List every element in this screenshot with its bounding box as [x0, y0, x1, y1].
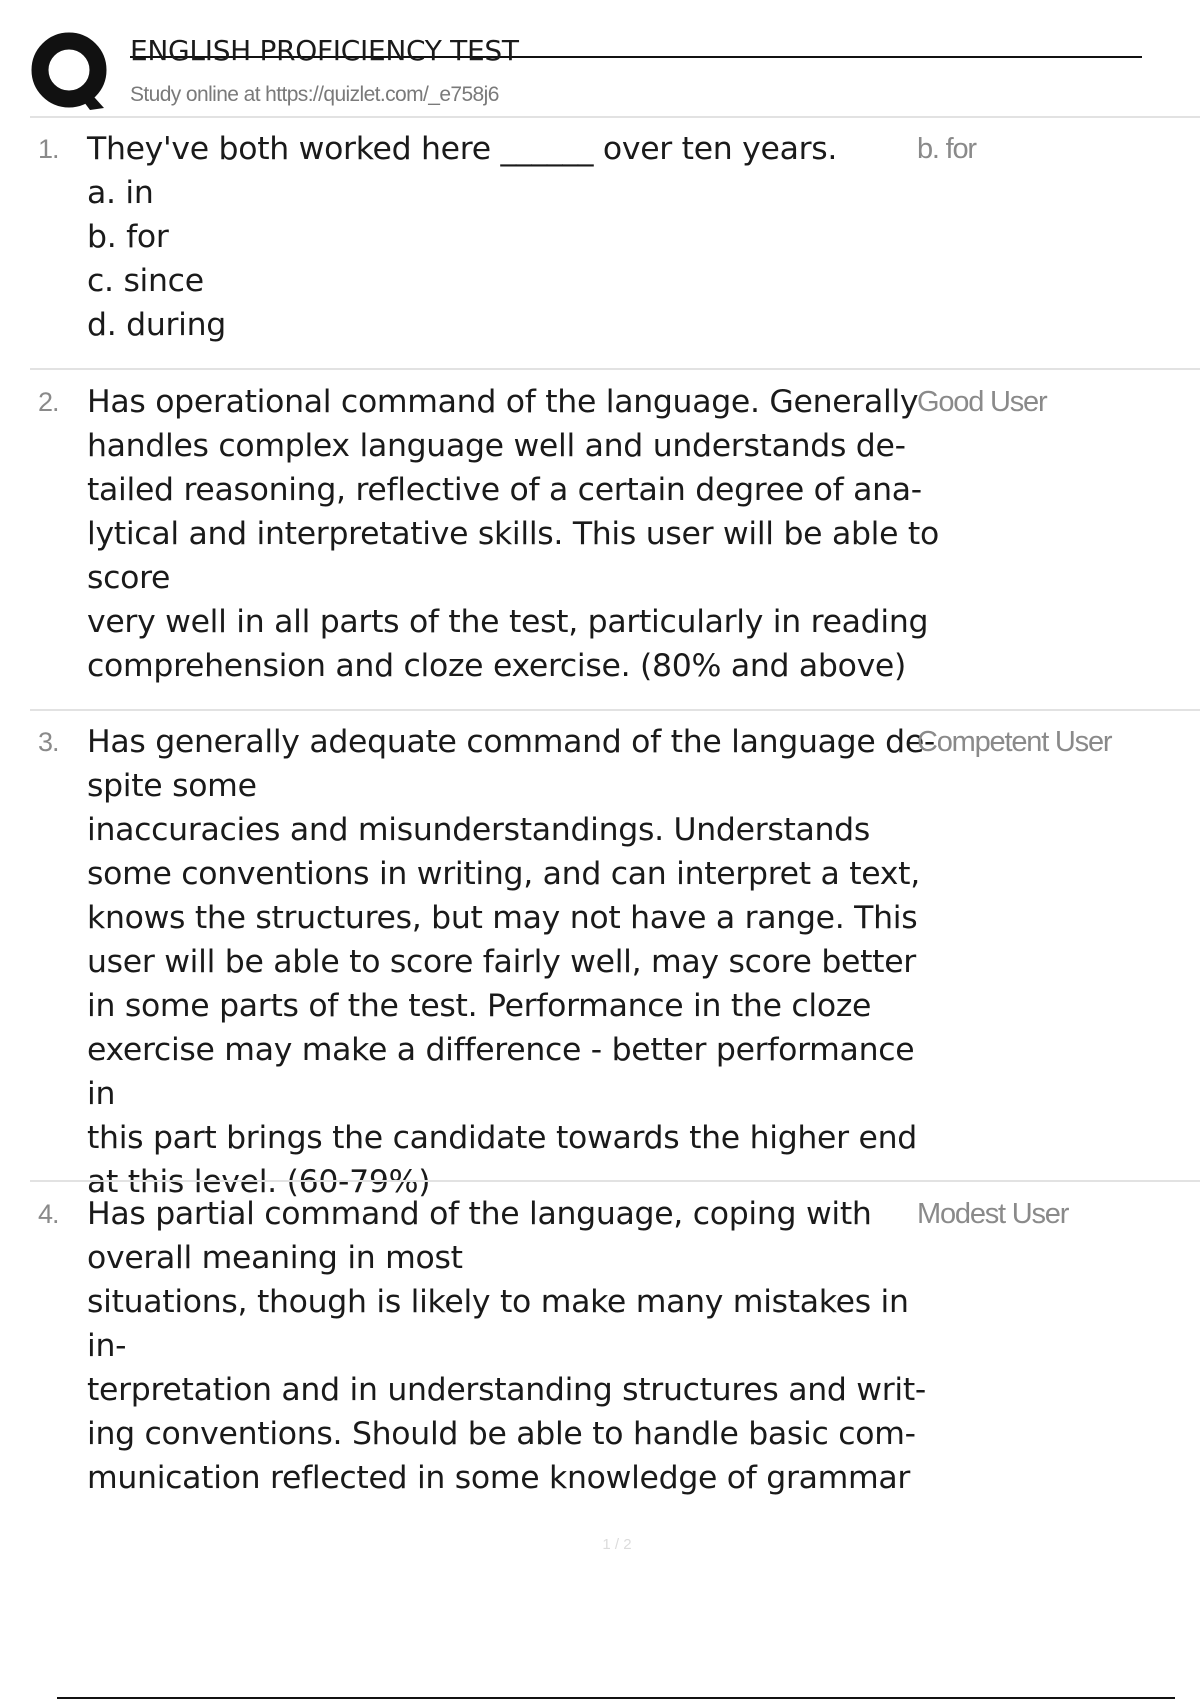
card-answer: Competent User [917, 726, 1112, 758]
card-term: Has partial command of the language, coping with overall meaning in most situations, though is likely to make many mistakes in in- terpretation and in understanding structures and writ- ing conventions. Should be able to handle basic com- munication reflected in some knowledge of grammar [87, 1196, 926, 1496]
flashcard [30, 127, 1200, 370]
card-divider [30, 709, 1200, 711]
flashcard [30, 720, 1200, 1200]
card-term: Has operational command of the language. Generally handles complex language well and understands de- tailed reasoning, reflective of a certain degree of ana- lytical and interpretative skills. This user will be able to score very well in all parts of the test, particularly in reading comprehension and cloze exercise. (80% and above) [87, 384, 939, 684]
card-answer: Modest User [917, 1198, 1069, 1230]
page-number: 1 / 2 [602, 1536, 632, 1553]
card-divider [30, 368, 1200, 370]
card-number: 1. [38, 134, 59, 164]
header-divider [30, 116, 1200, 118]
quizlet-logo-icon [30, 30, 112, 112]
card-number: 2. [38, 387, 59, 417]
card-answer: b. for [917, 133, 976, 165]
card-answer: Good User [917, 386, 1047, 418]
flashcard [30, 1192, 1200, 1496]
page-title: ENGLISH PROFICIENCY TEST [130, 34, 519, 67]
card-divider [30, 1180, 1200, 1182]
card-term: Has generally adequate command of the language de- spite some inaccuracies and misunderstandings. Understands some conventions in writing, and can interpret a text, knows the structures, but may not have a range. This user will be able to score fairly well, may score better in some parts of the test. Performance in the cloze exercise may make a difference - better performance in this part brings the candidate towards the higher end at this level. (60-79%) [87, 724, 935, 1200]
card-number: 4. [38, 1199, 59, 1229]
footer-rule [57, 1697, 1175, 1699]
card-term: They've both worked here ______ over ten years. a. in b. for c. since d. during [87, 131, 838, 343]
flashcard [30, 380, 1200, 711]
study-online-link[interactable]: Study online at https://quizlet.com/_e758j6 [130, 83, 499, 106]
card-number: 3. [38, 727, 59, 757]
